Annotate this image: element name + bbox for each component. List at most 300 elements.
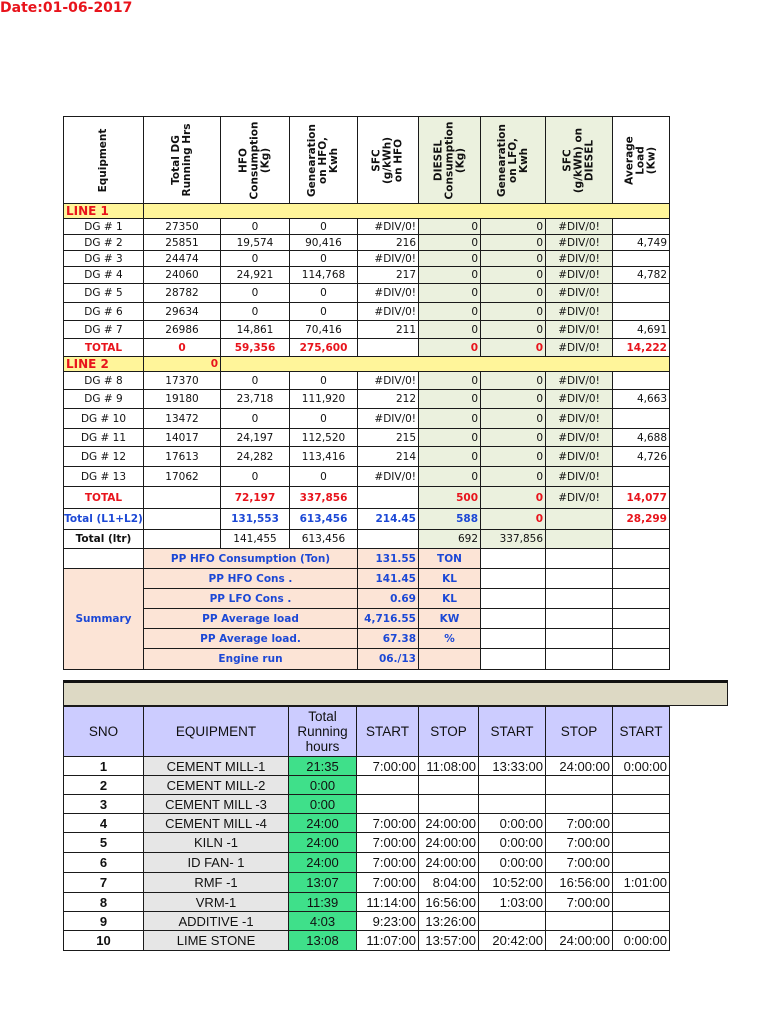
table-cell: 0 xyxy=(480,338,546,357)
table-cell: 0 xyxy=(418,408,481,429)
row-time xyxy=(612,911,670,931)
section-band xyxy=(63,680,728,706)
line1-band xyxy=(143,203,670,219)
table-cell: #DIV/0! xyxy=(357,283,419,303)
table-cell xyxy=(545,608,613,629)
table-cell xyxy=(143,486,221,509)
table-cell: DG # 8 xyxy=(63,371,144,390)
table-cell: 211 xyxy=(357,320,419,339)
table-cell: #DIV/0! xyxy=(545,446,613,467)
table-cell: 4,691 xyxy=(612,320,670,339)
row-time: 7:00:00 xyxy=(356,813,419,833)
table-cell: DG # 6 xyxy=(63,302,144,321)
table-cell: 0 xyxy=(418,218,481,235)
row-time: 7:00:00 xyxy=(545,813,613,833)
table-cell xyxy=(612,250,670,267)
table-cell: 24,921 xyxy=(220,266,290,284)
header-average-load xyxy=(612,116,670,204)
table-cell: #DIV/0! xyxy=(357,302,419,321)
row-sno: 9 xyxy=(63,911,144,931)
header-running-hours xyxy=(288,706,357,757)
table-cell: 0 xyxy=(220,408,290,429)
table-cell: 14,861 xyxy=(220,320,290,339)
table-cell: 0 xyxy=(418,371,481,390)
table-cell xyxy=(612,466,670,487)
line2-label: LINE 2 xyxy=(63,356,144,372)
table-cell xyxy=(612,283,670,303)
table-cell: Total (L1+L2) xyxy=(63,508,144,530)
header-label: STOP xyxy=(430,724,467,739)
row-running-hours: 4:03 xyxy=(288,911,357,931)
table-cell: 131,553 xyxy=(220,508,290,530)
table-cell: 19,574 xyxy=(220,234,290,251)
table-cell: DG # 7 xyxy=(63,320,144,339)
row-time: 7:00:00 xyxy=(356,852,419,873)
row-time: 1:03:00 xyxy=(478,892,546,912)
summary-item-label: PP LFO Cons . xyxy=(143,588,358,609)
header-dg-running-hrs xyxy=(143,116,221,204)
table-cell: DG # 4 xyxy=(63,266,144,284)
table-cell: 212 xyxy=(357,389,419,409)
row-sno: 10 xyxy=(63,930,144,951)
table-cell: 19180 xyxy=(143,389,221,409)
table-cell xyxy=(143,529,221,549)
table-cell: #DIV/0! xyxy=(545,320,613,339)
table-cell: 0 xyxy=(480,320,546,339)
table-cell: #DIV/0! xyxy=(545,250,613,267)
summary-item-value: 67.38 xyxy=(357,628,419,649)
table-cell xyxy=(545,588,613,609)
row-time: 7:00:00 xyxy=(545,832,613,853)
summary-item-value: 141.45 xyxy=(357,568,419,589)
row-equipment: KILN -1 xyxy=(143,832,289,853)
row-equipment: VRM-1 xyxy=(143,892,289,912)
table-cell: TOTAL xyxy=(63,486,144,509)
row-running-hours: 24:00 xyxy=(288,832,357,853)
table-cell: 613,456 xyxy=(289,529,358,549)
table-cell: 24060 xyxy=(143,266,221,284)
summary-item-unit: KL xyxy=(418,568,481,589)
row-time: 13:57:00 xyxy=(418,930,479,951)
row-time: 7:00:00 xyxy=(356,756,419,776)
summary-item-unit: KL xyxy=(418,588,481,609)
table-cell: 0 xyxy=(480,446,546,467)
table-cell xyxy=(545,568,613,589)
row-time xyxy=(418,775,479,795)
table-cell xyxy=(545,628,613,649)
table-cell: 25851 xyxy=(143,234,221,251)
table-cell: 214 xyxy=(357,446,419,467)
header-label: START xyxy=(619,724,663,739)
row-time: 24:00:00 xyxy=(418,852,479,873)
table-cell: 692 xyxy=(418,529,481,549)
table-cell: 4,663 xyxy=(612,389,670,409)
table-cell: 500 xyxy=(418,486,481,509)
row-time: 0:00:00 xyxy=(478,832,546,853)
header-hfo-consumption xyxy=(220,116,290,204)
table-cell xyxy=(612,608,670,629)
table-cell xyxy=(545,548,613,569)
header-label: Total DG Running Hrs xyxy=(170,123,193,197)
row-time: 8:04:00 xyxy=(418,872,479,893)
table-cell: 0 xyxy=(418,466,481,487)
table-cell: 17613 xyxy=(143,446,221,467)
table-cell: 0 xyxy=(418,283,481,303)
table-cell: 0 xyxy=(480,389,546,409)
table-cell: #DIV/0! xyxy=(357,466,419,487)
table-cell: 0 xyxy=(480,466,546,487)
table-cell xyxy=(143,508,221,530)
row-running-hours: 21:35 xyxy=(288,756,357,776)
table-cell: 14,222 xyxy=(612,338,670,357)
row-time: 13:33:00 xyxy=(478,756,546,776)
dg-consumption-table xyxy=(63,116,669,669)
table-cell: 4,782 xyxy=(612,266,670,284)
table-cell: 114,768 xyxy=(289,266,358,284)
table-cell: 111,920 xyxy=(289,389,358,409)
header-label: Total Running hours xyxy=(297,709,348,754)
header-label: Equipment xyxy=(97,128,109,192)
row-sno: 1 xyxy=(63,756,144,776)
table-cell xyxy=(612,568,670,589)
summary-item-value: 0.69 xyxy=(357,588,419,609)
row-sno: 7 xyxy=(63,872,144,893)
table-cell: DG # 2 xyxy=(63,234,144,251)
table-cell xyxy=(612,302,670,321)
table-cell: 59,356 xyxy=(220,338,290,357)
summary-item-value: 4,716.55 xyxy=(357,608,419,629)
row-time: 20:42:00 xyxy=(478,930,546,951)
row-time xyxy=(356,794,419,814)
summary-item-value: 131.55 xyxy=(357,548,419,569)
table-cell: 70,416 xyxy=(289,320,358,339)
header-start xyxy=(612,706,670,757)
row-time xyxy=(612,775,670,795)
table-cell: 112,520 xyxy=(289,428,358,447)
table-cell xyxy=(357,486,419,509)
row-equipment: ADDITIVE -1 xyxy=(143,911,289,931)
row-time xyxy=(612,832,670,853)
line2-value: 0 xyxy=(143,356,221,372)
header-label: EQUIPMENT xyxy=(175,724,257,739)
table-cell xyxy=(480,608,546,629)
table-cell: 72,197 xyxy=(220,486,290,509)
table-cell: 4,726 xyxy=(612,446,670,467)
row-time: 24:00:00 xyxy=(418,813,479,833)
table-cell: 28,299 xyxy=(612,508,670,530)
row-sno: 8 xyxy=(63,892,144,912)
row-time: 13:26:00 xyxy=(418,911,479,931)
table-cell: #DIV/0! xyxy=(357,371,419,390)
row-time xyxy=(478,794,546,814)
table-cell: 0 xyxy=(143,338,221,357)
header-label: SFC (g/kWh) on HFO xyxy=(370,136,405,184)
row-time: 0:00:00 xyxy=(612,756,670,776)
table-cell: DG # 11 xyxy=(63,428,144,447)
header-label: DIESEL Consumption (Kg) xyxy=(432,121,466,199)
table-cell: 0 xyxy=(480,486,546,509)
table-cell: 0 xyxy=(289,302,358,321)
table-cell xyxy=(357,529,419,549)
table-cell xyxy=(480,548,546,569)
row-time: 7:00:00 xyxy=(545,892,613,912)
table-cell: #DIV/0! xyxy=(545,266,613,284)
table-cell: 28782 xyxy=(143,283,221,303)
row-time xyxy=(545,794,613,814)
row-sno: 2 xyxy=(63,775,144,795)
table-cell: #DIV/0! xyxy=(545,408,613,429)
table-cell: 4,688 xyxy=(612,428,670,447)
table-cell: 588 xyxy=(418,508,481,530)
header-label: Genearation on HFO, Kwh xyxy=(306,123,340,197)
row-time xyxy=(356,775,419,795)
row-sno: 6 xyxy=(63,852,144,873)
table-cell: 0 xyxy=(289,250,358,267)
table-cell: 23,718 xyxy=(220,389,290,409)
header-stop xyxy=(545,706,613,757)
table-cell xyxy=(612,628,670,649)
table-cell: 0 xyxy=(289,408,358,429)
table-cell: 13472 xyxy=(143,408,221,429)
header-label: START xyxy=(365,724,409,739)
table-cell: 90,416 xyxy=(289,234,358,251)
table-cell xyxy=(545,648,613,670)
row-time: 11:08:00 xyxy=(418,756,479,776)
row-time: 11:14:00 xyxy=(356,892,419,912)
table-cell: 0 xyxy=(220,466,290,487)
row-time: 7:00:00 xyxy=(356,872,419,893)
header-label: Average Load (Kw) xyxy=(623,135,658,185)
row-time xyxy=(545,775,613,795)
row-equipment: CEMENT MILL -4 xyxy=(143,813,289,833)
row-time: 11:07:00 xyxy=(356,930,419,951)
row-time: 1:01:00 xyxy=(612,872,670,893)
table-cell: 26986 xyxy=(143,320,221,339)
table-cell: 0 xyxy=(418,234,481,251)
table-cell: 0 xyxy=(480,218,546,235)
table-cell: 0 xyxy=(480,250,546,267)
header-sno xyxy=(63,706,144,757)
row-time: 24:00:00 xyxy=(545,930,613,951)
header-start xyxy=(356,706,419,757)
summary-item-label: PP Average load. xyxy=(143,628,358,649)
header-label: SNO xyxy=(88,724,119,739)
summary-item-unit xyxy=(418,648,481,670)
table-cell: #DIV/0! xyxy=(545,234,613,251)
summary-item-label: PP HFO Consumption (Ton) xyxy=(143,548,358,569)
row-time: 7:00:00 xyxy=(545,852,613,873)
row-time: 0:00:00 xyxy=(612,930,670,951)
table-cell: 0 xyxy=(220,283,290,303)
table-cell xyxy=(357,338,419,357)
table-cell: 14,077 xyxy=(612,486,670,509)
header-label: HFO Consumption (Kg) xyxy=(237,121,272,199)
row-time xyxy=(545,911,613,931)
summary-item-label: Engine run xyxy=(143,648,358,670)
header-stop xyxy=(418,706,479,757)
table-cell xyxy=(480,648,546,670)
header-label: Genearation on LFO, Kwh xyxy=(495,123,530,197)
table-cell: 0 xyxy=(418,302,481,321)
table-cell: DG # 12 xyxy=(63,446,144,467)
row-time xyxy=(418,794,479,814)
table-cell: 0 xyxy=(480,508,546,530)
summary-blank xyxy=(63,548,144,569)
row-running-hours: 11:39 xyxy=(288,892,357,912)
table-cell: DG # 1 xyxy=(63,218,144,235)
header-label: SFC (g/kWh) on DIESEL xyxy=(561,127,596,193)
table-cell: 0 xyxy=(418,446,481,467)
row-time xyxy=(478,775,546,795)
table-cell: 0 xyxy=(480,234,546,251)
row-equipment: RMF -1 xyxy=(143,872,289,893)
row-time xyxy=(612,813,670,833)
header-generation-lfo xyxy=(480,116,546,204)
table-cell: 27350 xyxy=(143,218,221,235)
table-cell: 14017 xyxy=(143,428,221,447)
line1-label: LINE 1 xyxy=(63,203,144,219)
table-cell xyxy=(612,648,670,670)
table-cell: #DIV/0! xyxy=(357,218,419,235)
summary-item-unit: TON xyxy=(418,548,481,569)
summary-item-unit: KW xyxy=(418,608,481,629)
table-cell xyxy=(480,628,546,649)
table-cell: 337,856 xyxy=(480,529,546,549)
row-time xyxy=(612,852,670,873)
table-cell: 17062 xyxy=(143,466,221,487)
header-sfc-diesel xyxy=(545,116,613,204)
row-time: 9:23:00 xyxy=(356,911,419,931)
table-cell: 0 xyxy=(480,371,546,390)
table-cell: 0 xyxy=(220,250,290,267)
table-cell: 216 xyxy=(357,234,419,251)
table-cell: 214.45 xyxy=(357,508,419,530)
table-cell xyxy=(612,588,670,609)
table-cell xyxy=(612,548,670,569)
table-cell: 0 xyxy=(289,283,358,303)
table-cell xyxy=(612,371,670,390)
row-time xyxy=(612,794,670,814)
row-equipment: CEMENT MILL-1 xyxy=(143,756,289,776)
row-time: 7:00:00 xyxy=(356,832,419,853)
row-sno: 3 xyxy=(63,794,144,814)
table-cell: 337,856 xyxy=(289,486,358,509)
summary-item-unit: % xyxy=(418,628,481,649)
row-sno: 5 xyxy=(63,832,144,853)
table-cell: 0 xyxy=(480,408,546,429)
table-cell: DG # 10 xyxy=(63,408,144,429)
table-cell: 275,600 xyxy=(289,338,358,357)
table-cell xyxy=(545,508,613,530)
table-cell xyxy=(612,218,670,235)
table-cell: Total (ltr) xyxy=(63,529,144,549)
table-cell: 29634 xyxy=(143,302,221,321)
table-cell: 0 xyxy=(480,266,546,284)
table-cell: TOTAL xyxy=(63,338,144,357)
table-cell: #DIV/0! xyxy=(357,250,419,267)
row-equipment: CEMENT MILL -3 xyxy=(143,794,289,814)
table-cell: #DIV/0! xyxy=(545,283,613,303)
table-cell: 0 xyxy=(418,266,481,284)
row-equipment: LIME STONE xyxy=(143,930,289,951)
table-cell: 0 xyxy=(480,283,546,303)
row-time xyxy=(612,892,670,912)
table-cell: DG # 5 xyxy=(63,283,144,303)
header-equipment xyxy=(143,706,289,757)
table-cell: #DIV/0! xyxy=(545,428,613,447)
table-cell: #DIV/0! xyxy=(357,408,419,429)
table-cell: 0 xyxy=(418,428,481,447)
table-cell: 113,416 xyxy=(289,446,358,467)
summary-item-label: PP HFO Cons . xyxy=(143,568,358,589)
table-cell xyxy=(545,529,613,549)
row-time: 0:00:00 xyxy=(478,813,546,833)
row-time: 16:56:00 xyxy=(545,872,613,893)
row-time: 10:52:00 xyxy=(478,872,546,893)
line2-band xyxy=(220,356,670,372)
table-cell: #DIV/0! xyxy=(545,371,613,390)
row-running-hours: 24:00 xyxy=(288,852,357,873)
row-equipment: CEMENT MILL-2 xyxy=(143,775,289,795)
header-start xyxy=(478,706,546,757)
table-cell: 0 xyxy=(220,218,290,235)
table-cell: 4,749 xyxy=(612,234,670,251)
table-cell: #DIV/0! xyxy=(545,338,613,357)
row-time xyxy=(478,911,546,931)
table-cell: 0 xyxy=(480,428,546,447)
table-cell: 0 xyxy=(220,371,290,390)
table-cell xyxy=(480,588,546,609)
table-cell: #DIV/0! xyxy=(545,218,613,235)
row-running-hours: 0:00 xyxy=(288,775,357,795)
row-running-hours: 0:00 xyxy=(288,794,357,814)
table-cell: #DIV/0! xyxy=(545,389,613,409)
summary-item-value: 06./13 xyxy=(357,648,419,670)
table-cell: 0 xyxy=(289,218,358,235)
header-label: START xyxy=(490,724,534,739)
table-cell xyxy=(480,568,546,589)
summary-label: Summary xyxy=(63,568,144,670)
table-cell: DG # 13 xyxy=(63,466,144,487)
header-label: STOP xyxy=(560,724,598,739)
row-time: 24:00:00 xyxy=(545,756,613,776)
table-cell: 0 xyxy=(418,320,481,339)
table-cell xyxy=(612,529,670,549)
table-cell: 141,455 xyxy=(220,529,290,549)
table-cell: 24,197 xyxy=(220,428,290,447)
table-cell: 0 xyxy=(289,466,358,487)
header-diesel-consumption xyxy=(418,116,481,204)
table-cell: DG # 3 xyxy=(63,250,144,267)
row-time: 24:00:00 xyxy=(418,832,479,853)
row-running-hours: 13:07 xyxy=(288,872,357,893)
table-cell xyxy=(612,408,670,429)
table-cell: 24,282 xyxy=(220,446,290,467)
table-cell: 0 xyxy=(418,250,481,267)
header-equipment xyxy=(63,116,144,204)
table-cell: 215 xyxy=(357,428,419,447)
row-time: 16:56:00 xyxy=(418,892,479,912)
table-cell: 0 xyxy=(480,302,546,321)
table-cell: 613,456 xyxy=(289,508,358,530)
row-equipment: ID FAN- 1 xyxy=(143,852,289,873)
table-cell: 0 xyxy=(418,389,481,409)
header-generation-hfo xyxy=(289,116,358,204)
table-cell: #DIV/0! xyxy=(545,466,613,487)
table-cell: 0 xyxy=(418,338,481,357)
row-time: 0:00:00 xyxy=(478,852,546,873)
row-running-hours: 24:00 xyxy=(288,813,357,833)
